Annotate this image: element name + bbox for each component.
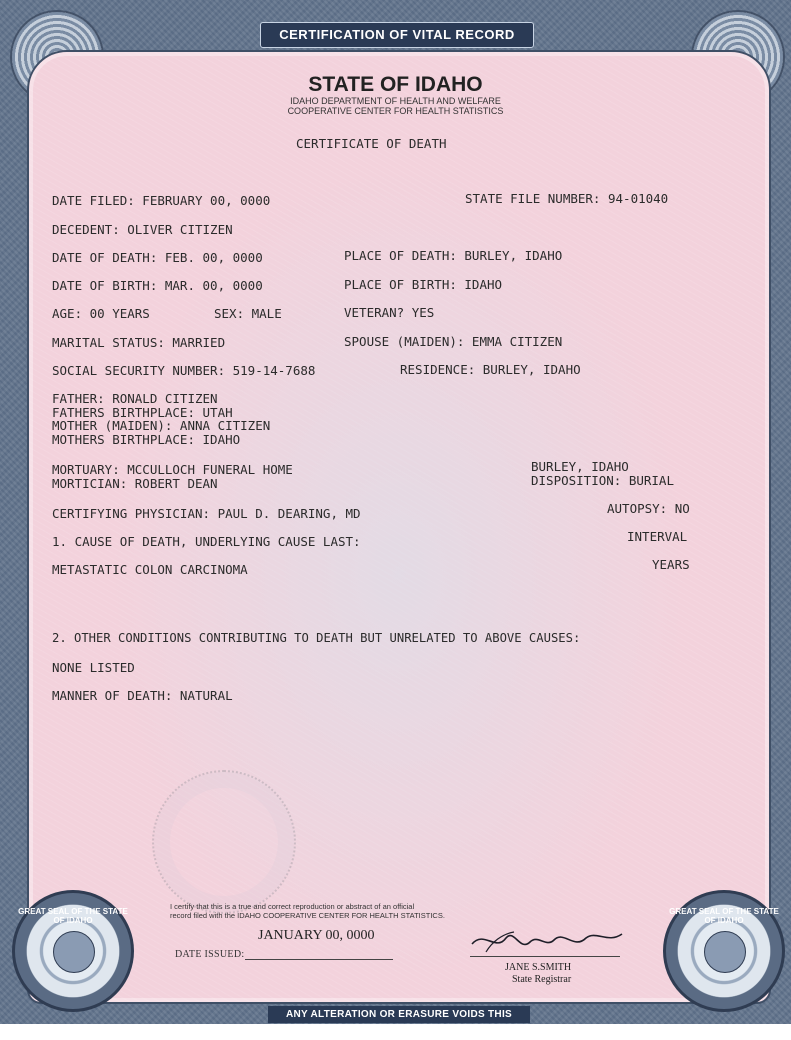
state-seal-right: GREAT SEAL OF THE STATE OF IDAHO — [663, 890, 785, 1012]
date-filed: DATE FILED: FEBRUARY 00, 0000 — [52, 193, 271, 208]
spouse-name: SPOUSE (MAIDEN): EMMA CITIZEN — [344, 334, 563, 349]
mortuary-name: MORTUARY: MCCULLOCH FUNERAL HOME — [52, 462, 293, 477]
center-name: COOPERATIVE CENTER FOR HEALTH STATISTICS — [287, 106, 504, 116]
place-of-birth: PLACE OF BIRTH: IDAHO — [344, 277, 503, 292]
place-of-death: PLACE OF DEATH: BURLEY, IDAHO — [344, 248, 563, 263]
top-banner: CERTIFICATION OF VITAL RECORD — [260, 22, 534, 48]
cause-heading: 1. CAUSE OF DEATH, UNDERLYING CAUSE LAST: — [52, 534, 361, 549]
date-of-death: DATE OF DEATH: FEB. 00, 0000 — [52, 250, 263, 265]
parents-block — [52, 392, 270, 446]
registrar-name: JANE S.SMITH — [505, 962, 572, 973]
date-of-birth: DATE OF BIRTH: MAR. 00, 0000 — [52, 278, 263, 293]
fathers-birthplace: FATHERS BIRTHPLACE: UTAH — [52, 404, 233, 420]
manner-of-death: MANNER OF DEATH: NATURAL — [52, 688, 233, 703]
residence: RESIDENCE: BURLEY, IDAHO — [400, 362, 581, 377]
cause-of-death: METASTATIC COLON CARCINOMA — [52, 562, 248, 577]
interval-value: YEARS — [652, 557, 690, 572]
seal-emblem — [53, 931, 95, 973]
signature-line — [470, 956, 620, 957]
other-conditions: NONE LISTED — [52, 660, 135, 675]
certifying-physician: CERTIFYING PHYSICIAN: PAUL D. DEARING, MD — [52, 506, 361, 521]
department-name: IDAHO DEPARTMENT OF HEALTH AND WELFARE — [290, 96, 501, 106]
marital-status: MARITAL STATUS: MARRIED — [52, 335, 226, 350]
disposition: DISPOSITION: BURIAL — [531, 472, 674, 488]
other-conditions-heading: 2. OTHER CONDITIONS CONTRIBUTING TO DEATH BUT UNRELATED TO ABOVE CAUSES: — [52, 631, 581, 645]
mortuary-city: BURLEY, IDAHO — [531, 459, 629, 474]
mortician-name: MORTICIAN: ROBERT DEAN — [52, 475, 218, 491]
bottom-banner: ANY ALTERATION OR ERASURE VOIDS THIS CERTIFICATE — [268, 1006, 530, 1023]
date-issued-label: DATE ISSUED: — [175, 949, 245, 960]
certificate-title: CERTIFICATE OF DEATH — [296, 136, 447, 151]
page-title: STATE OF IDAHO — [308, 73, 483, 96]
state-seal-left: GREAT SEAL OF THE STATE OF IDAHO — [12, 890, 134, 1012]
veteran-status: VETERAN? YES — [344, 305, 435, 320]
embossed-seal-stamp — [152, 770, 296, 914]
mothers-birthplace: MOTHERS BIRTHPLACE: IDAHO — [52, 431, 241, 447]
disposition-block — [531, 460, 674, 487]
interval-label: INTERVAL — [627, 529, 688, 544]
registrar-title: State Registrar — [512, 974, 572, 985]
certification-statement-2: record filed with the IDAHO COOPERATIVE CENTER FOR HEALTH STATISTICS. — [170, 911, 445, 920]
father-name: FATHER: RONALD CITIZEN — [52, 391, 218, 406]
mother-name: MOTHER (MAIDEN): ANNA CITIZEN — [52, 418, 271, 433]
date-issued-line — [245, 959, 393, 960]
registrar-signature — [462, 922, 632, 960]
autopsy: AUTOPSY: NO — [607, 501, 690, 516]
age: AGE: 00 YEARS — [52, 306, 150, 321]
sex: SEX: MALE — [214, 306, 282, 321]
social-security-number: SOCIAL SECURITY NUMBER: 519-14-7688 — [52, 363, 316, 378]
seal-emblem — [704, 931, 746, 973]
certification-statement: I certify that this is a true and correct reproduction or abstract of an official — [170, 902, 415, 911]
state-file-number: STATE FILE NUMBER: 94-01040 — [465, 191, 669, 206]
date-issued-value: JANUARY 00, 0000 — [258, 928, 375, 943]
decedent-name: DECEDENT: OLIVER CITIZEN — [52, 222, 233, 237]
mortuary-block — [52, 463, 293, 490]
